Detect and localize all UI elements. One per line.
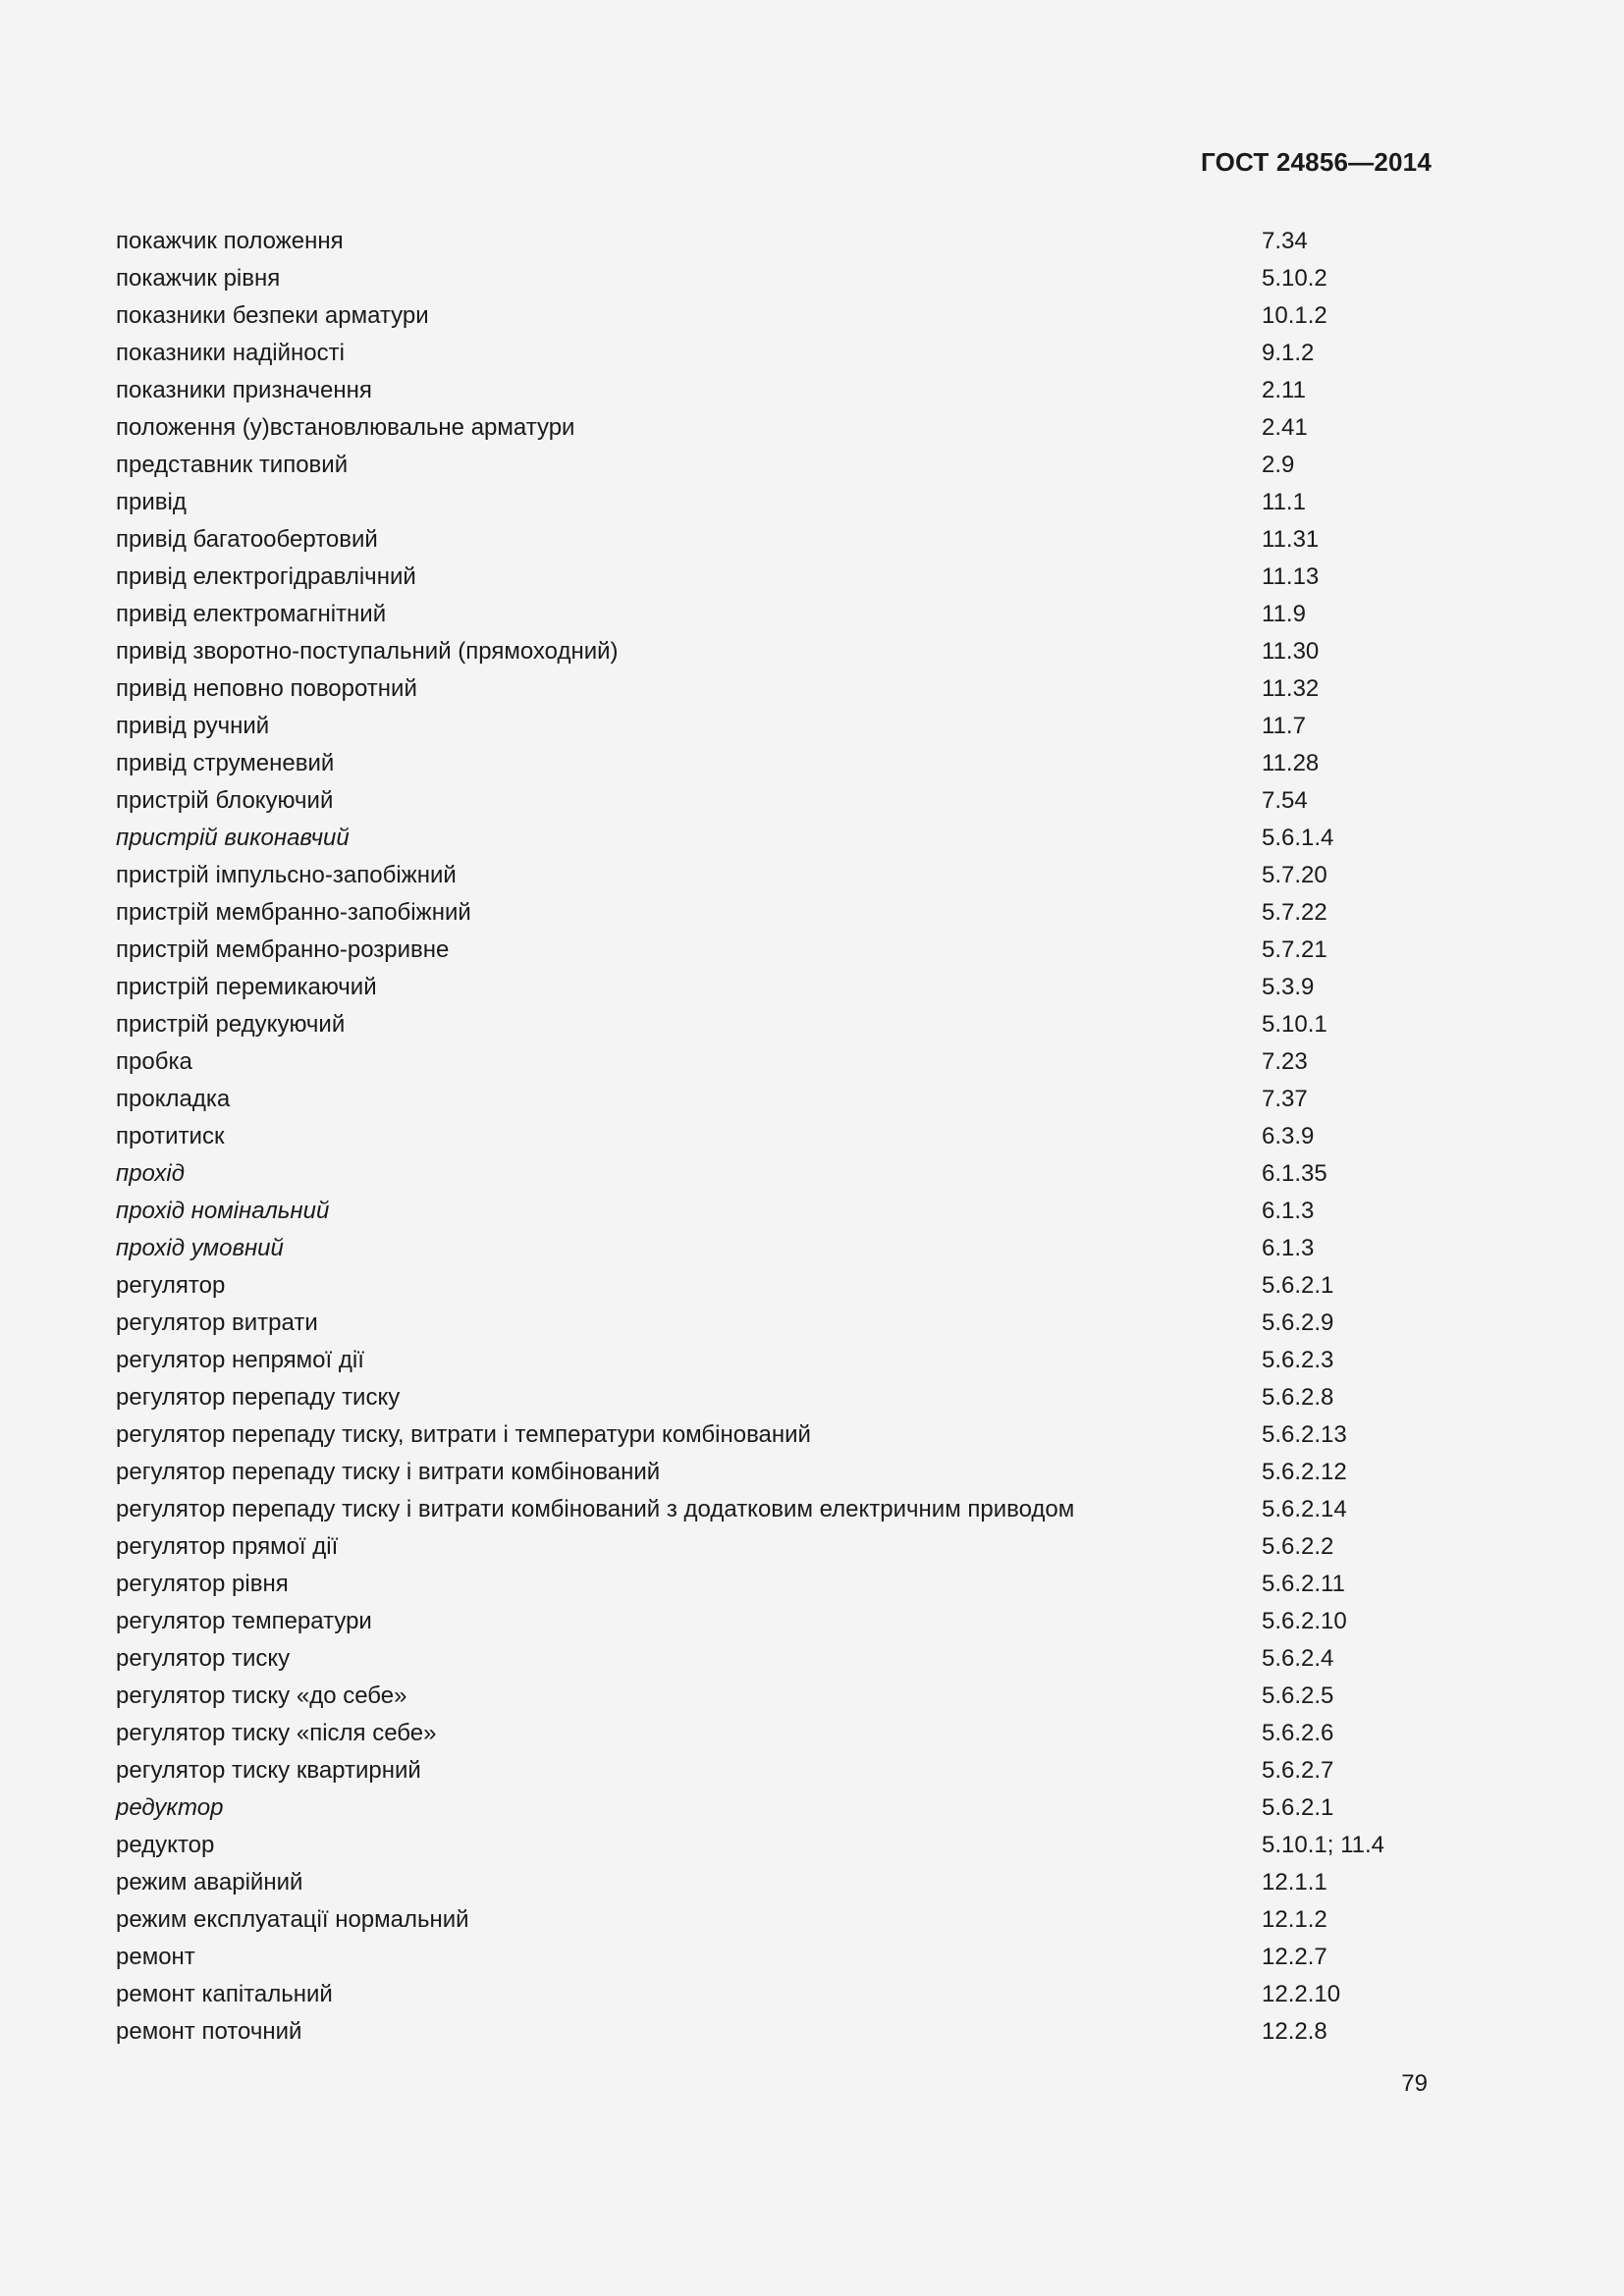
index-term: показники безпеки арматури xyxy=(116,302,429,329)
index-entry xyxy=(116,932,1432,969)
index-reference: 10.1.2 xyxy=(1262,302,1327,329)
index-entry xyxy=(116,521,1432,559)
index-term: регулятор рівня xyxy=(116,1571,289,1597)
index-reference: 11.9 xyxy=(1262,601,1306,627)
index-reference: 11.30 xyxy=(1262,638,1320,665)
index-reference: 11.1 xyxy=(1262,489,1306,515)
index-entry xyxy=(116,1603,1432,1640)
index-reference: 2.11 xyxy=(1262,377,1306,403)
index-entry xyxy=(116,708,1432,745)
index-reference: 12.2.8 xyxy=(1262,2018,1327,2045)
index-term: пристрій блокуючий xyxy=(116,787,334,814)
index-term: показники призначення xyxy=(116,377,372,403)
index-term: регулятор тиску «до себе» xyxy=(116,1682,407,1709)
index-list xyxy=(116,223,1432,2051)
index-reference: 5.7.20 xyxy=(1262,862,1327,888)
index-entry xyxy=(116,1901,1432,1939)
index-term: регулятор тиску квартирний xyxy=(116,1757,421,1784)
index-reference: 7.34 xyxy=(1262,228,1308,254)
index-term: привід зворотно-поступальний (прямоходний) xyxy=(116,638,619,665)
index-term: пристрій редукуючий xyxy=(116,1011,346,1038)
index-reference: 11.13 xyxy=(1262,563,1320,590)
index-entry xyxy=(116,1566,1432,1603)
index-entry xyxy=(116,1976,1432,2013)
index-reference: 5.6.2.1 xyxy=(1262,1794,1334,1821)
index-term: регулятор перепаду тиску і витрати комбінований з додатковим електричним приводом xyxy=(116,1496,1075,1522)
index-reference: 2.41 xyxy=(1262,414,1308,441)
index-entry xyxy=(116,1379,1432,1416)
index-term: регулятор перепаду тиску і витрати комбінований xyxy=(116,1459,661,1485)
index-term: регулятор витрати xyxy=(116,1309,318,1336)
index-term: регулятор непрямої дії xyxy=(116,1347,364,1373)
index-entry xyxy=(116,1752,1432,1789)
document-id: ГОСТ 24856—2014 xyxy=(1201,147,1432,177)
index-term: редуктор xyxy=(116,1794,224,1821)
index-term: привід ручний xyxy=(116,713,270,739)
index-reference: 5.6.2.6 xyxy=(1262,1720,1334,1746)
index-term: ремонт xyxy=(116,1944,195,1970)
index-entry xyxy=(116,1491,1432,1528)
index-reference: 11.7 xyxy=(1262,713,1306,739)
index-entry xyxy=(116,857,1432,894)
index-reference: 5.6.2.12 xyxy=(1262,1459,1347,1485)
index-reference: 5.6.2.14 xyxy=(1262,1496,1347,1522)
index-reference: 2.9 xyxy=(1262,452,1295,478)
index-reference: 5.6.2.7 xyxy=(1262,1757,1334,1784)
index-entry xyxy=(116,894,1432,932)
index-reference: 5.10.1 xyxy=(1262,1011,1327,1038)
index-reference: 9.1.2 xyxy=(1262,340,1315,366)
index-reference: 12.2.10 xyxy=(1262,1981,1341,2007)
index-entry xyxy=(116,372,1432,409)
index-entry xyxy=(116,223,1432,260)
index-entry xyxy=(116,745,1432,782)
index-term: режим експлуатації нормальний xyxy=(116,1906,469,1933)
index-reference: 7.37 xyxy=(1262,1086,1308,1112)
index-term: регулятор перепаду тиску xyxy=(116,1384,401,1411)
index-reference: 12.1.1 xyxy=(1262,1869,1327,1896)
index-reference: 5.6.1.4 xyxy=(1262,825,1334,851)
index-reference: 5.6.2.5 xyxy=(1262,1682,1334,1709)
index-entry xyxy=(116,820,1432,857)
index-term: прокладка xyxy=(116,1086,231,1112)
index-entry xyxy=(116,1267,1432,1305)
index-term: протитиск xyxy=(116,1123,225,1149)
index-term: пристрій імпульсно-запобіжний xyxy=(116,862,457,888)
index-entry xyxy=(116,1118,1432,1155)
index-reference: 11.28 xyxy=(1262,750,1320,776)
index-entry xyxy=(116,596,1432,633)
index-reference: 6.1.3 xyxy=(1262,1235,1315,1261)
index-entry xyxy=(116,1006,1432,1043)
index-term: регулятор температури xyxy=(116,1608,372,1634)
index-reference: 5.6.2.8 xyxy=(1262,1384,1334,1411)
index-entry xyxy=(116,559,1432,596)
index-entry xyxy=(116,335,1432,372)
index-entry xyxy=(116,1939,1432,1976)
index-term: прохід xyxy=(116,1160,185,1187)
index-term: привід неповно поворотний xyxy=(116,675,417,702)
index-term: регулятор xyxy=(116,1272,226,1299)
index-entry xyxy=(116,670,1432,708)
index-entry xyxy=(116,1305,1432,1342)
index-term: пристрій мембранно-запобіжний xyxy=(116,899,471,926)
index-term: регулятор прямої дії xyxy=(116,1533,339,1560)
index-term: покажчик рівня xyxy=(116,265,281,292)
index-reference: 5.7.22 xyxy=(1262,899,1327,926)
index-entry xyxy=(116,633,1432,670)
index-term: ремонт капітальний xyxy=(116,1981,333,2007)
index-term: пробка xyxy=(116,1048,192,1075)
index-term: режим аварійний xyxy=(116,1869,303,1896)
index-entry xyxy=(116,1043,1432,1081)
index-reference: 12.1.2 xyxy=(1262,1906,1327,1933)
index-term: положення (у)встановлювальне арматури xyxy=(116,414,575,441)
index-reference: 5.6.2.11 xyxy=(1262,1571,1345,1597)
index-term: привід електромагнітний xyxy=(116,601,387,627)
index-reference: 5.6.2.2 xyxy=(1262,1533,1334,1560)
index-entry xyxy=(116,1715,1432,1752)
index-entry xyxy=(116,1864,1432,1901)
index-entry xyxy=(116,1454,1432,1491)
index-entry xyxy=(116,409,1432,447)
index-reference: 5.6.2.10 xyxy=(1262,1608,1347,1634)
index-entry xyxy=(116,1789,1432,1827)
index-entry xyxy=(116,1342,1432,1379)
page-number: 79 xyxy=(1401,2070,1428,2097)
index-entry xyxy=(116,1193,1432,1230)
index-term: показники надійності xyxy=(116,340,345,366)
index-entry xyxy=(116,1416,1432,1454)
index-entry xyxy=(116,782,1432,820)
index-term: пристрій виконавчий xyxy=(116,825,350,851)
index-reference: 5.6.2.3 xyxy=(1262,1347,1334,1373)
index-entry xyxy=(116,297,1432,335)
index-entry xyxy=(116,260,1432,297)
index-term: привід багатообертовий xyxy=(116,526,378,553)
index-reference: 5.10.2 xyxy=(1262,265,1327,292)
index-reference: 5.6.2.9 xyxy=(1262,1309,1334,1336)
index-reference: 7.54 xyxy=(1262,787,1308,814)
index-term: редуктор xyxy=(116,1832,215,1858)
index-reference: 12.2.7 xyxy=(1262,1944,1327,1970)
index-entry xyxy=(116,1678,1432,1715)
index-term: регулятор тиску «після себе» xyxy=(116,1720,437,1746)
index-term: пристрій перемикаючий xyxy=(116,974,377,1000)
index-entry xyxy=(116,447,1432,484)
index-entry xyxy=(116,1155,1432,1193)
index-reference: 11.32 xyxy=(1262,675,1320,702)
index-entry xyxy=(116,1081,1432,1118)
index-reference: 5.3.9 xyxy=(1262,974,1315,1000)
index-entry xyxy=(116,1827,1432,1864)
index-entry xyxy=(116,1640,1432,1678)
index-entry xyxy=(116,969,1432,1006)
index-entry xyxy=(116,1528,1432,1566)
index-entry xyxy=(116,484,1432,521)
index-reference: 6.1.3 xyxy=(1262,1198,1315,1224)
index-reference: 5.6.2.4 xyxy=(1262,1645,1334,1672)
index-term: прохід номінальний xyxy=(116,1198,330,1224)
index-reference: 5.7.21 xyxy=(1262,936,1327,963)
index-reference: 7.23 xyxy=(1262,1048,1308,1075)
index-reference: 6.1.35 xyxy=(1262,1160,1327,1187)
index-term: привід електрогідравлічний xyxy=(116,563,416,590)
index-term: регулятор тиску xyxy=(116,1645,291,1672)
index-reference: 5.6.2.13 xyxy=(1262,1421,1347,1448)
index-term: привід xyxy=(116,489,187,515)
index-reference: 5.10.1; 11.4 xyxy=(1262,1832,1384,1858)
index-reference: 5.6.2.1 xyxy=(1262,1272,1334,1299)
index-term: регулятор перепаду тиску, витрати і температури комбінований xyxy=(116,1421,811,1448)
index-reference: 11.31 xyxy=(1262,526,1320,553)
index-term: пристрій мембранно-розривне xyxy=(116,936,450,963)
index-term: покажчик положення xyxy=(116,228,344,254)
index-entry xyxy=(116,1230,1432,1267)
index-term: привід струменевий xyxy=(116,750,335,776)
index-reference: 6.3.9 xyxy=(1262,1123,1315,1149)
index-term: прохід умовний xyxy=(116,1235,284,1261)
index-term: представник типовий xyxy=(116,452,349,478)
index-term: ремонт поточний xyxy=(116,2018,302,2045)
index-entry xyxy=(116,2013,1432,2051)
